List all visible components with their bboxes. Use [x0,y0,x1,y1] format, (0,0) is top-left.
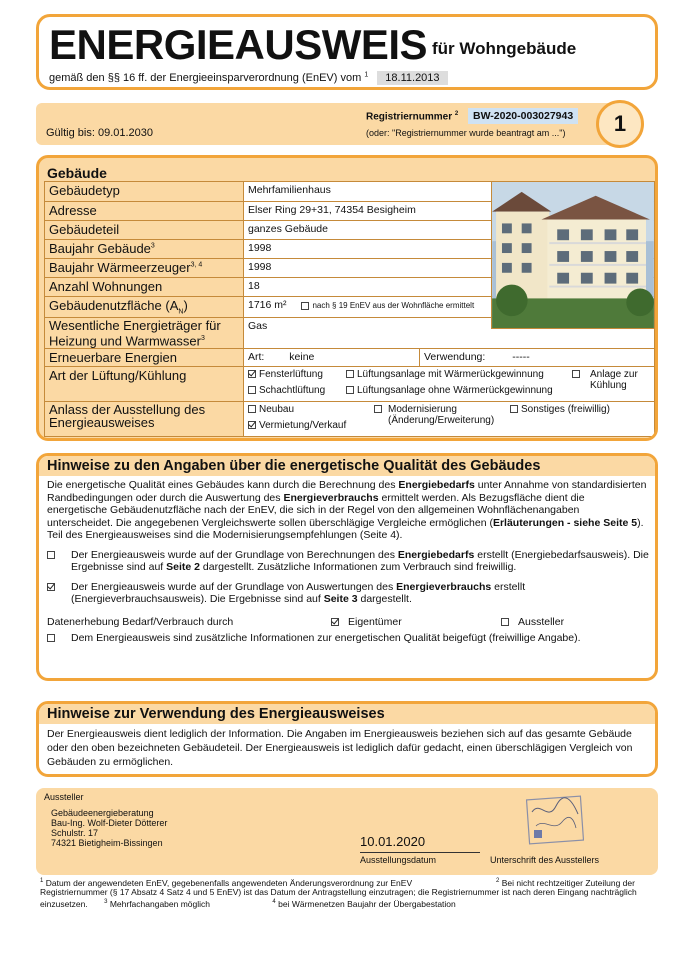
usage-panel [36,701,658,777]
reason-options [244,401,655,436]
extra-info-option[interactable] [39,632,655,645]
area-label [45,297,244,318]
extra-info-label: Dem Energieausweis sind zusätzliche Informationen zur energetischen Qualität beigefügt (freiwillige Angabe). [71,631,581,644]
build-year-label-text: Baujahr Gebäude [49,241,151,256]
survey-issuer-option[interactable] [501,616,564,628]
heater-year-label-text: Baujahr Wärmeerzeuger [49,260,191,275]
energy-carrier-value: Gas [244,317,655,348]
header-panel [36,14,658,90]
footnote-line [40,877,652,909]
building-section-title: Gebäude [47,165,107,181]
registration-bar [36,103,622,145]
reason-new-checkbox[interactable] [248,405,256,413]
issuer-panel [36,788,658,875]
vent-window-checkbox[interactable] [248,370,256,378]
text-run-bold: Erläuterungen - siehe Seite 5 [492,516,638,529]
consumption-certificate-checkbox[interactable] [47,583,55,591]
footnote-3: Mehrfachangaben möglich [109,898,211,909]
ventilation-label: Art der Lüftung/Kühlung [45,366,244,401]
text-run: erstellt (Energiebedarfsausweis). Die Ergebnisse sind auf [71,548,649,573]
area-value: 1716 m² [248,299,287,311]
vent-no-heat-recovery-checkbox[interactable] [346,386,354,394]
text-run-bold: Seite 2 [166,561,201,573]
area-label-text: Gebäudenutzfläche (A [49,298,179,313]
vent-shaft-checkbox[interactable] [248,386,256,394]
signature-label: Unterschrift des Ausstellers [490,855,600,865]
reason-other-checkbox[interactable] [510,405,518,413]
reason-new-option[interactable] [248,404,294,415]
demand-certificate-option[interactable] [39,549,655,574]
text-run-bold: Energieverbrauchs [396,580,492,593]
heater-year-value: 1998 [244,259,655,278]
footnote-ref: 1 [364,71,369,79]
ventilation-options [244,366,655,401]
vent-window-option[interactable] [248,369,323,380]
area-option[interactable] [301,301,474,310]
building-type-label: Gebäudetyp [45,182,244,202]
renewable-type-value: keine [289,350,315,363]
address-value: Elser Ring 29+31, 74354 Besigheim [244,202,655,221]
text-run: dargestellt. [357,593,412,605]
build-year-value: 1998 [244,240,655,259]
reason-modern-checkbox[interactable] [374,405,382,413]
footnote-2: Bei nicht rechtzeitiger Zuteilung der Registriernummer (§ 17 Absatz 4 Satz 4 und 5 EnEV) ist das Datum der Antragstellung einzutragen; die Registriernummer ist nach deren Eingang nachträglich einzusetzen. [40,877,637,909]
issuer-label: Aussteller [44,792,84,802]
vent-window-label: Fensterlüftung [259,368,323,380]
footnote-4: bei Wärmenetzen Baujahr der Übergabestation [278,898,456,909]
vent-heat-recovery-label: Lüftungsanlage mit Wärmerückgewinnung [357,368,544,380]
survey-issuer-checkbox[interactable] [501,618,509,626]
hints-paragraph [39,476,655,542]
building-photo [491,181,655,329]
building-part-value: ganzes Gebäude [244,221,655,240]
demand-certificate-checkbox[interactable] [47,551,55,559]
registration-note: (oder: "Registriernummer wurde beantragt am ...") [366,128,566,138]
registration-label-text: Registriernummer [366,111,453,123]
vent-shaft-option[interactable] [248,385,325,396]
registration-label [366,111,458,122]
hints-title: Hinweise zu den Angaben über die energetische Qualität des Gebäudes [39,456,655,476]
data-survey-row [39,616,655,630]
text-run-bold: Seite 3 [323,593,358,605]
energy-carrier-label-text: Wesentliche Energieträger für Heizung und Warmwasser [49,317,221,348]
address-label: Adresse [45,202,244,221]
issuer-line: Bau-Ing. Wolf-Dieter Dötterer [51,818,168,828]
vent-no-heat-recovery-label: Lüftungsanlage ohne Wärmerückgewinnung [357,384,553,396]
table-row [45,366,655,401]
text-run: Der Energieausweis wurde auf der Grundlage von Berechnungen des [71,548,398,561]
reason-rent-option[interactable] [248,420,346,431]
reason-modern-label: Modernisierung (Änderung/Erweiterung) [388,403,495,426]
registration-number: BW-2020-003027943 [468,108,578,124]
area-label-close: ) [183,298,188,313]
page-number-badge: 1 [596,100,644,148]
text-run: ermittelt werden. Als Bezugsfläche dient die energetische Gebäudenutzfläche nach der EnEV, die sich in der Regel von den allgemeinen Wohnflächenangaben unterscheidet. Die angegebenen Vergleichswerte sollen überschlägige Vergleiche ermöglichen ( [47,491,585,529]
renewable-use-label: Verwendung: [424,350,486,363]
document-title: ENERGIEAUSWEIS [49,21,428,68]
text-run: ). Teil des Energieausweises sind die Modernisierungsempfehlungen (Seite 4). [47,516,644,541]
renewable-use [420,349,534,366]
footnote-ref: 3, 4 [190,261,203,269]
renewable-use-value: ----- [512,350,530,363]
text-run: erstellt (Energieverbrauchsausweis). Die Ergebnisse sind auf [71,580,526,605]
renewable-type [244,349,420,366]
footnotes [40,877,652,919]
valid-until: Gültig bis: 09.01.2030 [46,127,154,139]
build-year-label [45,240,244,259]
vent-cooling-checkbox[interactable] [572,370,580,378]
energy-carrier-label [45,317,244,348]
area-option-label: nach § 19 EnEV aus der Wohnfläche ermittelt [312,301,475,310]
text-run: dargestellt. Zusätzliche Informationen zum Verbrauch sind freiwillig. [200,561,517,573]
renewable-label: Erneuerbare Energien [45,348,244,366]
table-row [45,348,655,366]
reason-rent-checkbox[interactable] [248,421,256,429]
usage-title: Hinweise zur Verwendung des Energieausweises [39,704,655,724]
footnote-1: Datum der angewendeten EnEV, gegebenenfalls angewendeten Änderungsverordnung zur EnEV [45,877,413,888]
extra-info-checkbox[interactable] [47,634,55,642]
building-panel [36,155,658,441]
text-run: Die energetische Qualität eines Gebäudes kann durch die Berechnung des [47,479,399,491]
vent-cooling-option[interactable] [572,369,642,391]
text-run-bold: Energiebedarfs [398,479,475,491]
area-checkbox[interactable] [301,302,309,310]
vent-no-heat-recovery-option[interactable] [346,385,553,396]
issue-date-rule [360,852,480,853]
building-part-label: Gebäudeteil [45,221,244,240]
text-run-bold: Energieverbrauchs [283,491,379,504]
vent-cooling-label: Anlage zur Kühlung [590,368,638,391]
issuer-line: 74321 Bietigheim-Bissingen [51,838,163,848]
issuer-line: Schulstr. 17 [51,828,99,838]
vent-heat-recovery-option[interactable] [346,369,544,380]
footnote-number: 3 [104,898,108,905]
issue-date: 10.01.2020 [360,834,426,849]
enev-date: 18.11.2013 [377,71,447,85]
reason-other-label: Sonstiges (freiwillig) [521,403,610,415]
reason-label: Anlass der Ausstellung des Energieausweises [45,401,244,436]
legal-basis [49,71,448,85]
footnote-number: 4 [272,898,276,905]
area-label-sub: N [178,308,184,316]
footnote-ref: 3 [150,242,155,250]
legal-text: gemäß den §§ 16 ff. der Energieeinsparverordnung (EnEV) vom [49,72,362,84]
footnote-number: 1 [40,878,44,884]
issuer-line: Gebäudeenergieberatung [51,808,154,818]
table-row [45,401,655,436]
building-type-value: Mehrfamilienhaus [244,182,655,202]
issue-date-label: Ausstellungsdatum [360,855,437,865]
consumption-certificate-option[interactable] [39,581,655,606]
reason-other-option[interactable] [510,404,610,415]
units-label: Anzahl Wohnungen [45,278,244,297]
survey-owner-option[interactable] [331,616,402,628]
footnote-ref: 2 [454,111,459,117]
survey-owner-checkbox[interactable] [331,618,339,626]
text-run: unter Annahme von standardisierten Randbedingungen oder durch die Auswertung des [47,479,647,504]
text-run: Der Energieausweis wurde auf der Grundlage von Auswertungen des [71,580,397,593]
renewable-type-label: Art: [248,350,265,363]
text-run-bold: Energiebedarfs [397,548,475,561]
survey-owner-label: Eigentümer [348,615,402,628]
usage-text: Der Energieausweis dient lediglich der Information. Die Angaben im Energieausweis beziehen sich auf das gesamte Gebäude oder den oben bezeichneten Gebäudeteil. Der Energieausweis ist lediglich dafür gedacht, einen überschlägigen Vergleich von Gebäuden zu ermöglichen. [47,728,633,768]
issuer-address [51,808,167,848]
vent-shaft-label: Schachtlüftung [259,384,326,396]
survey-issuer-label: Aussteller [518,615,565,628]
footnote-ref: 3 [200,334,205,342]
heater-year-label [45,259,244,278]
survey-label: Datenerhebung Bedarf/Verbrauch durch [47,615,234,628]
reason-new-label: Neubau [259,403,295,415]
vent-heat-recovery-checkbox[interactable] [346,370,354,378]
document-subtitle: für Wohngebäude [432,39,577,58]
reason-rent-label: Vermietung/Verkauf [259,419,347,431]
hints-panel [36,453,658,681]
units-value: 18 [244,278,655,297]
reason-modern-option[interactable] [374,404,514,426]
signature-stamp [526,792,584,848]
renewable-cell [244,348,655,366]
footnote-number: 2 [496,878,500,884]
